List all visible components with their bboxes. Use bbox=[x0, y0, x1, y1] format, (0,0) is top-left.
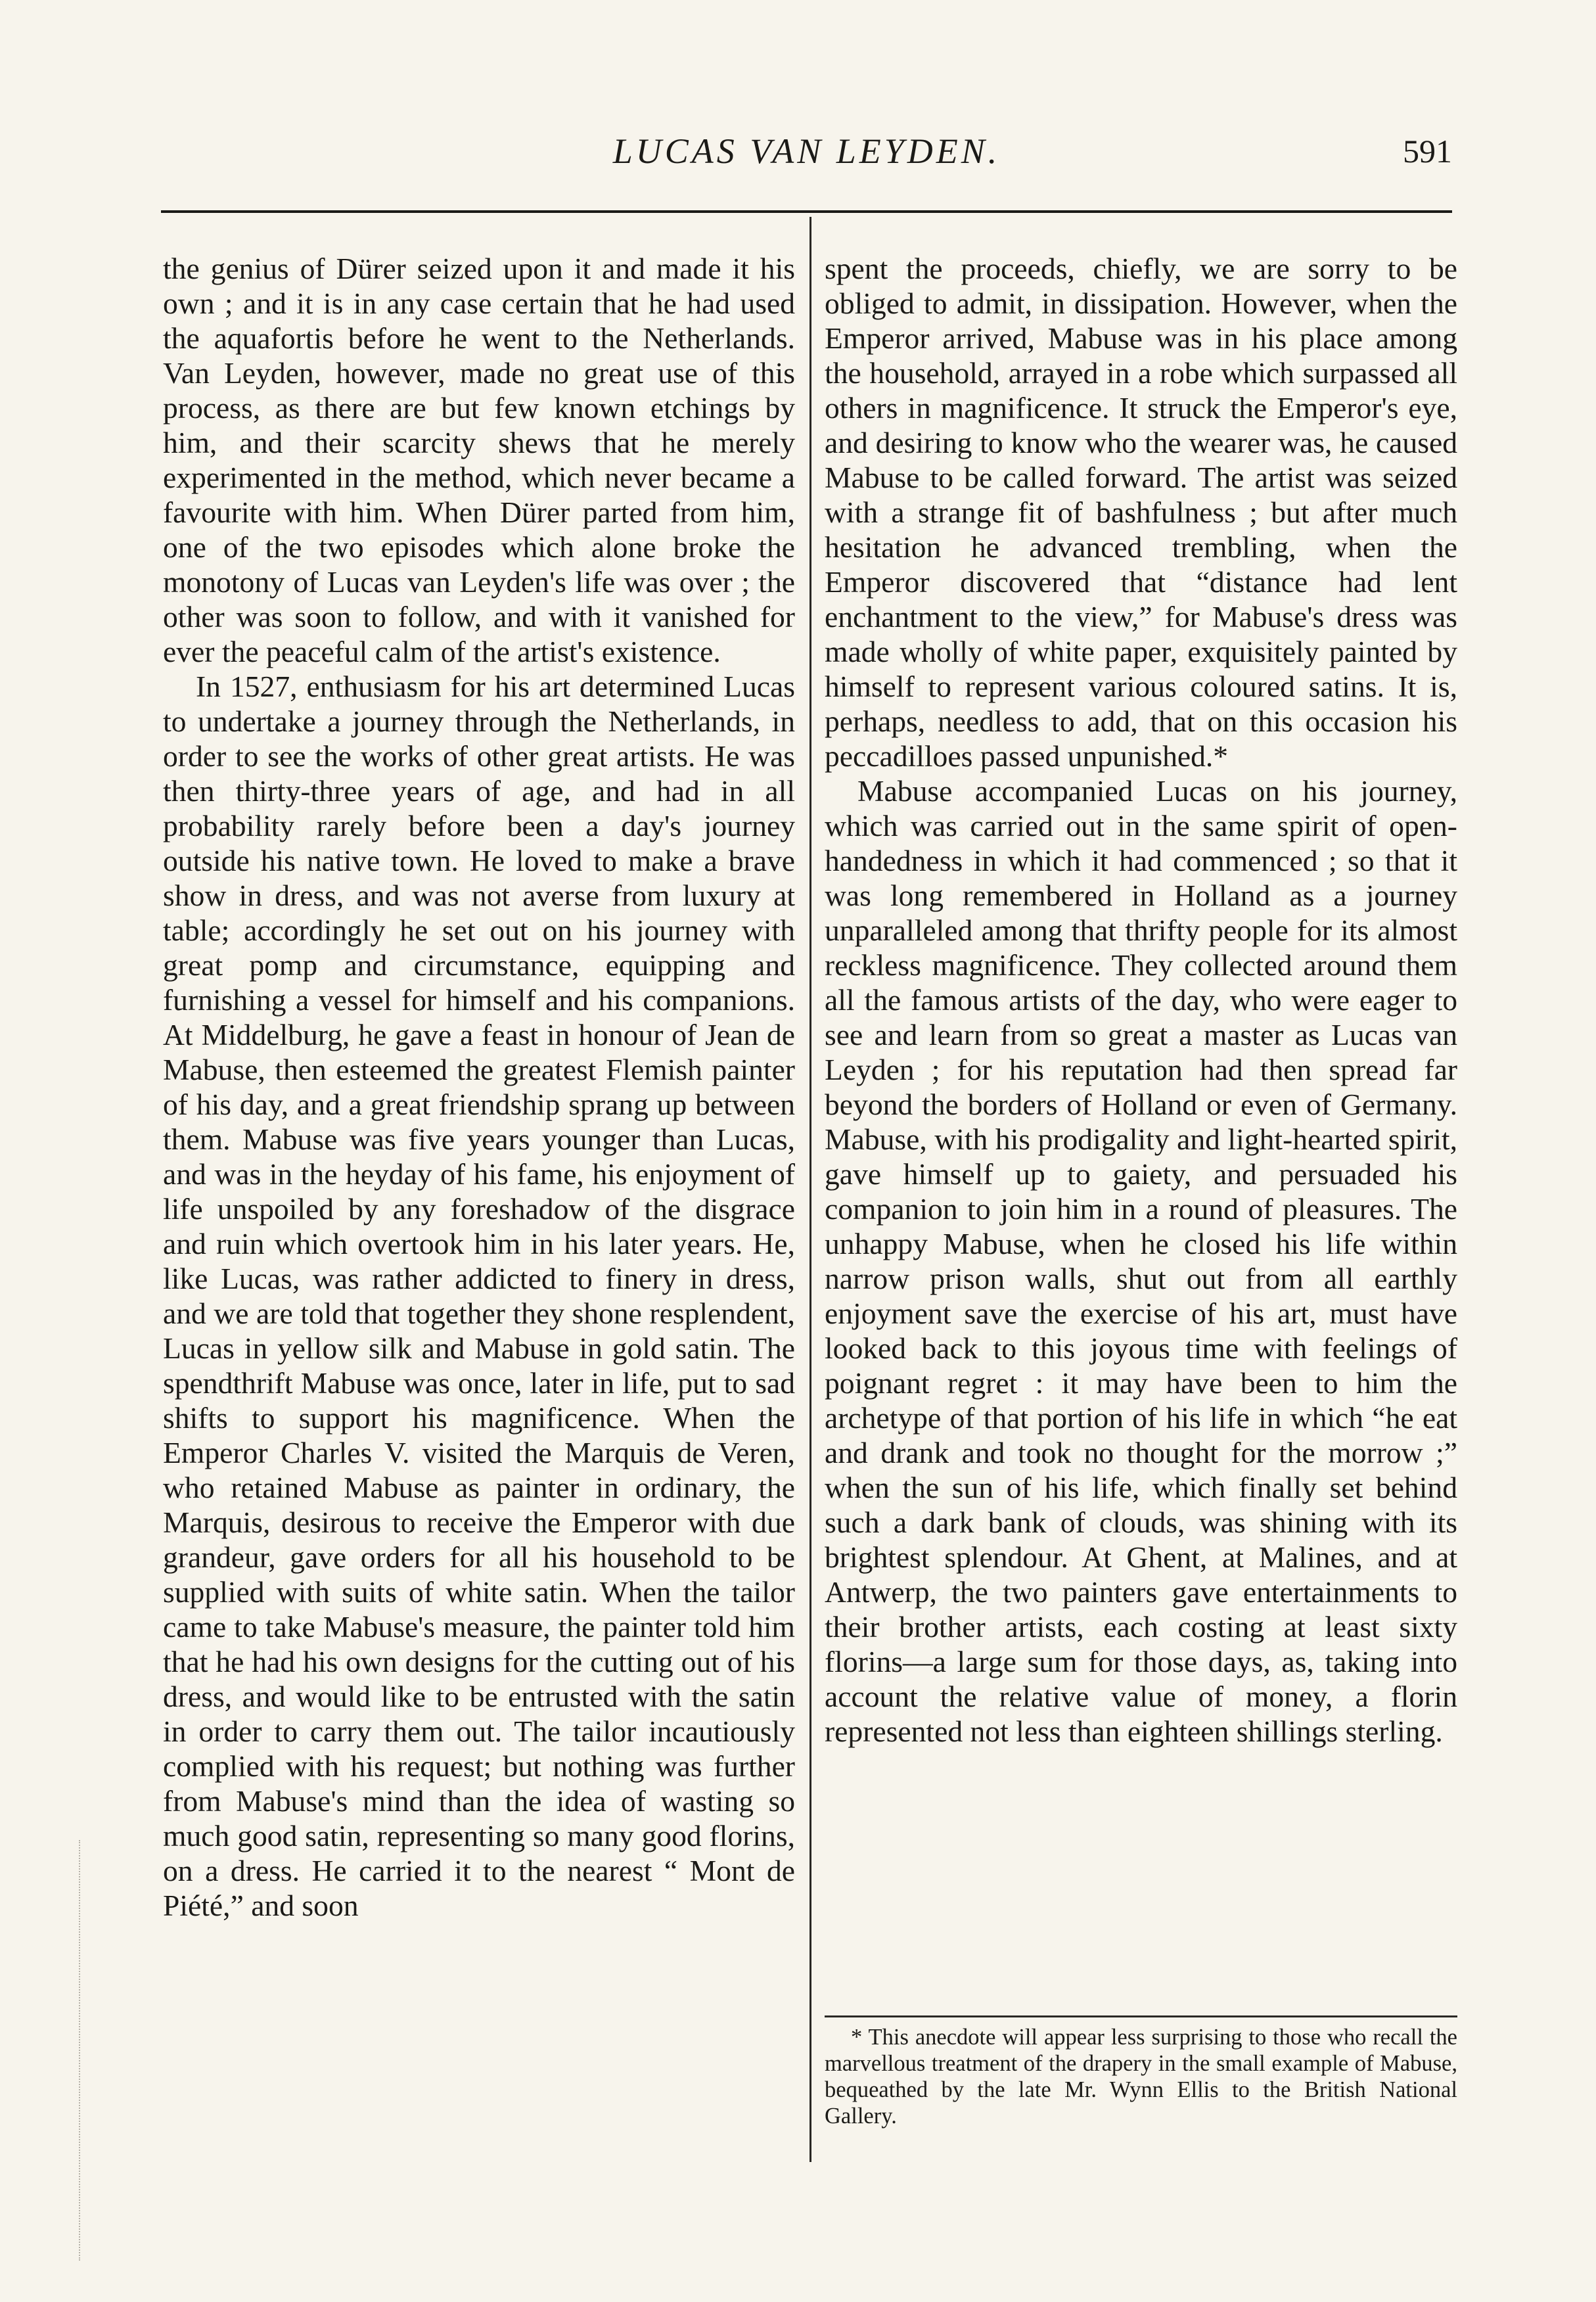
binding-edge-marks bbox=[79, 1840, 100, 2261]
right-column bbox=[825, 251, 1457, 1749]
header-rule bbox=[161, 210, 1452, 213]
footnote-rule bbox=[825, 2015, 1457, 2017]
left-column bbox=[163, 251, 795, 1923]
left-paragraph-2: In 1527, enthusiasm for his art determined Lucas to undertake a journey through the Netherlands, in order to see the works of other great artists. He was then thirty-three years of age, and had in all probability rarely before been a day's journey outside his native town. He loved to make a brave show in dress, and was not averse from luxury at table; accordingly he set out on his journey with great pomp and circumstance, equipping and furnishing a vessel for himself and his companions. At Middelburg, he gave a feast in honour of Jean de Mabuse, then esteemed the greatest Flemish painter of his day, and a great friendship sprang up between them. Mabuse was five years younger than Lucas, and was in the heyday of his fame, his enjoyment of life unspoiled by any foreshadow of the disgrace and ruin which overtook him in his later years. He, like Lucas, was rather addicted to finery in dress, and we are told that together they shone resplendent, Lucas in yellow silk and Mabuse in gold satin. The spendthrift Mabuse was once, later in life, put to sad shifts to support his magnificence. When the Emperor Charles V. visited the Marquis de Veren, who retained Mabuse as painter in ordinary, the Marquis, desirous to receive the Emperor with due grandeur, gave orders for all his household to be supplied with suits of white satin. When the tailor came to take Mabuse's measure, the painter told him that he had his own designs for the cutting out of his dress, and would like to be entrusted with the satin in order to carry them out. The tailor incautiously complied with his request; but nothing was further from Mabuse's mind than the idea of wasting so much good satin, representing so many good florins, on a dress. He carried it to the nearest “ Mont de Piété,” and soon bbox=[163, 670, 795, 1922]
right-paragraph-1: spent the proceeds, chiefly, we are sorry to be obliged to admit, in dissipation. However, when the Emperor arrived, Mabuse was in his place among the household, arrayed in a robe which surpassed all others in magnificence. It struck the Emperor's eye, and desiring to know who the wearer was, he caused Mabuse to be called forward. The artist was seized with a strange fit of bashfulness ; but after much hesitation he advanced trembling, when the Emperor discovered that “distance had lent enchantment to the view,” for Mabuse's dress was made wholly of white paper, exquisitely painted by himself to represent various coloured satins. It is, perhaps, needless to add, that on this occasion his peccadilloes passed unpunished.* bbox=[825, 252, 1457, 773]
left-paragraph-1: the genius of Dürer seized upon it and made it his own ; and it is in any case certain that he had used the aquafortis before he went to the Netherlands. Van Leyden, however, made no great use of this process, as there are but few known etchings by him, and their scarcity shews that he merely experimented in the method, which never became a favourite with him. When Dürer parted from him, one of the two episodes which alone broke the monotony of Lucas van Leyden's life was over ; the other was soon to follow, and with it vanished for ever the peaceful calm of the artist's existence. bbox=[163, 252, 795, 668]
running-title: LUCAS VAN LEYDEN. bbox=[612, 131, 1001, 171]
footnote bbox=[825, 2024, 1457, 2129]
column-divider bbox=[809, 217, 811, 2162]
footnote-text: * This anecdote will appear less surprising to those who recall the marvellous treatment of the drapery in the small example of Mabuse, bequeathed by the late Mr. Wynn Ellis to the British National Gallery. bbox=[825, 2025, 1457, 2129]
page-number: 591 bbox=[1403, 133, 1452, 170]
page-header bbox=[161, 118, 1452, 184]
right-paragraph-2: Mabuse accompanied Lucas on his journey, which was carried out in the same spirit of open-handedness in which it had commenced ; so that it was long remembered in Holland as a journey unparalleled among that thrifty people for its almost reckless magnificence. They collected around them all the famous artists of the day, who were eager to see and learn from so great a master as Lucas van Leyden ; for his reputation had then spread far beyond the borders of Holland or even of Germany. Mabuse, with his prodigality and light-hearted spirit, gave himself up to gaiety, and persuaded his companion to join him in a round of pleasures. The unhappy Mabuse, when he closed his life within narrow prison walls, shut out from all earthly enjoyment save the exercise of his art, must have looked back to this joyous time with feelings of poignant regret : it may have been to him the archetype of that portion of his life in which “he eat and drank and took no thought for the morrow ;” when the sun of his life, which finally set behind such a dark bank of clouds, was shining with its brightest splendour. At Ghent, at Malines, and at Antwerp, the two painters gave entertainments to their brother artists, each costing at least sixty florins—a large sum for those days, as, taking into account the relative value of money, a florin represented not less than eighteen shillings sterling. bbox=[825, 774, 1457, 1748]
